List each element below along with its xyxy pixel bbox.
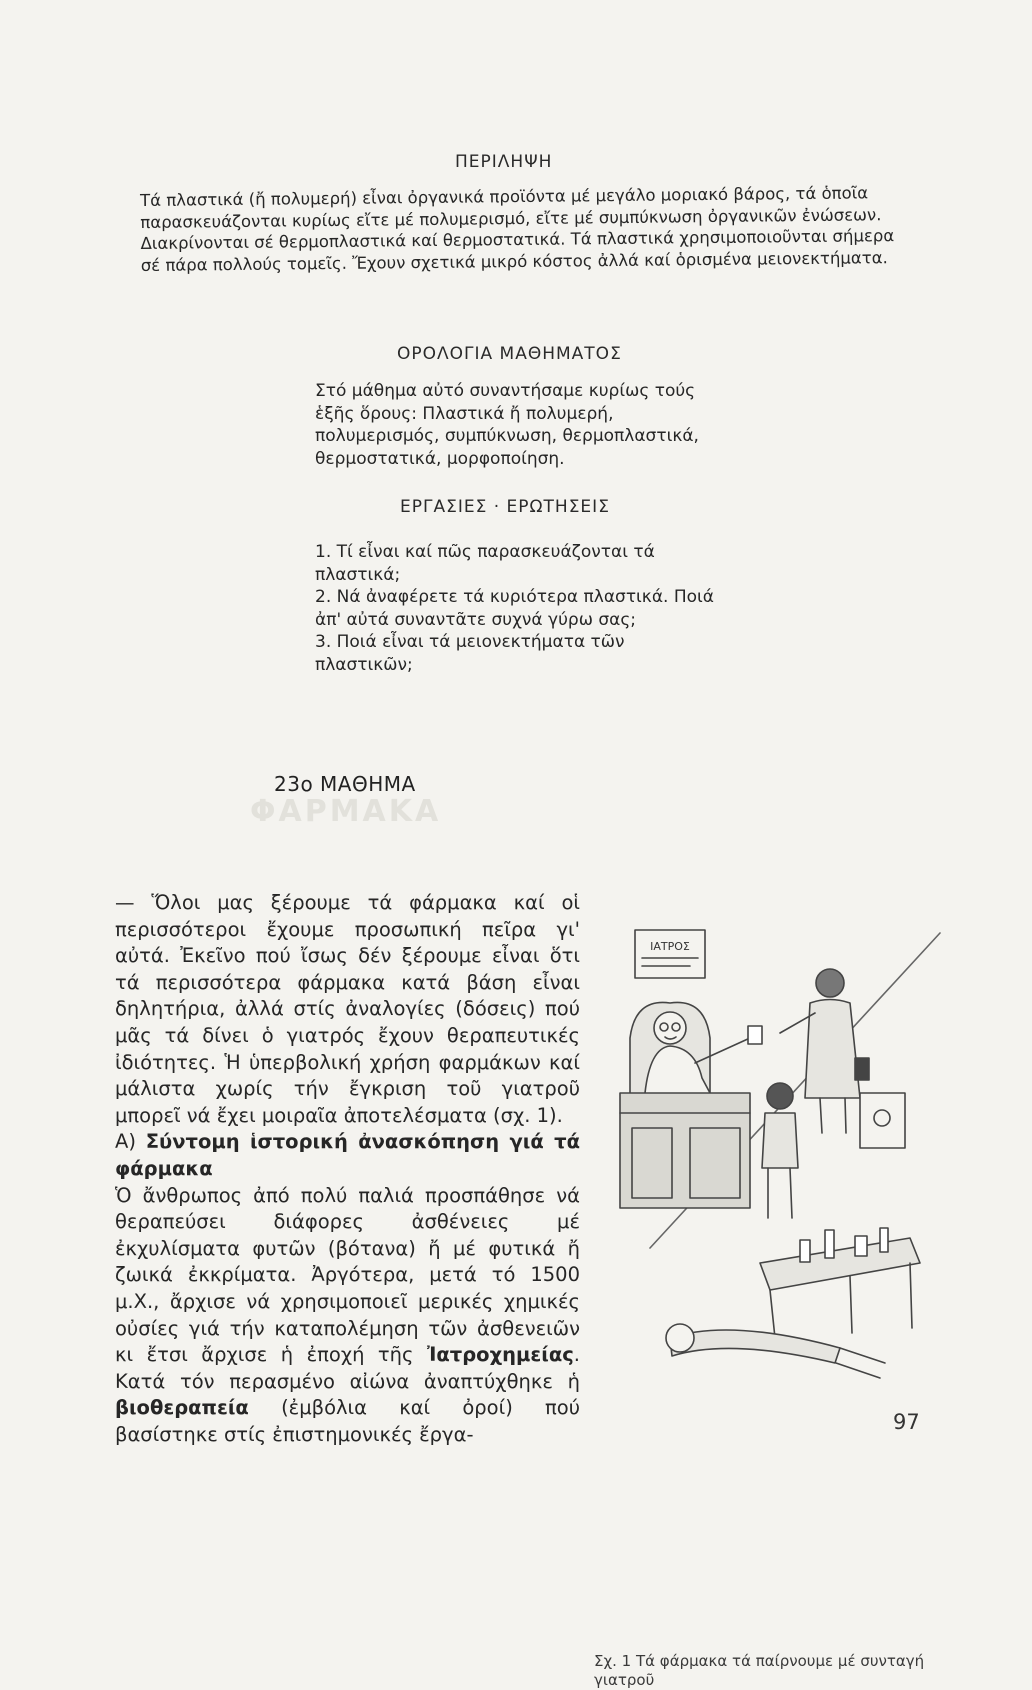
figure-caption: Σχ. 1 Τά φάρμακα τά παίρνουμε μέ συνταγή γιατροῦ	[594, 1652, 925, 1689]
exercise-item: 1. Τί εἶναι καί πῶς παρασκευάζονται τά πλαστικά;	[315, 542, 655, 585]
prescription	[748, 1026, 762, 1044]
table	[760, 1238, 920, 1290]
summary-text: Τά πλαστικά (ἤ πολυμερή) εἶναι ὀργανικά προϊόντα μέ μεγάλο μοριακό βάρος, τά ὁποῖα παρασκευάζονται κυρίως εἴτε μέ πολυμερισμό, εἴτε μέ συμπύκνωση ὀργανικῶν ἐνώσεων. Διακρίνονται σέ θερμοπλαστικά καί θερμοστατικά. Τά πλαστικά χρησιμοποιοῦνται σήμερα σέ πάρα πολλούς τομεῖς. Ἔχουν σχετικά μικρό κόστος ἀλλά καί ὁρισμένα μειονεκτήματα.	[140, 183, 895, 275]
exercises-heading: ΕΡΓΑΣΙΕΣ · ΕΡΩΤΗΣΕΙΣ	[400, 497, 610, 517]
subheading-prefix: Α)	[115, 1130, 146, 1154]
lesson-title: ΦΑΡΜΑΚΑ	[250, 794, 442, 829]
sign-board	[635, 930, 705, 978]
exercise-item: 2. Νά ἀναφέρετε τά κυριότερα πλαστικά. Ποιά ἀπ' αὐτά συναντᾶτε συχνά γύρω σας;	[315, 587, 714, 630]
history-text-1: Ὁ ἄνθρωπος ἀπό πολύ παλιά προσπάθησε νά θεραπεύσει διάφορες ἀσθένειες μέ ἐκχυλίσματα φυτῶν (βότανα) ἤ μέ φυτικά ἤ ζωικά ἐκκρίματα. Ἀργότερα, μετά τό 1500 μ.Χ., ἄρχισε νά χρησιμοποιεῖ μερικές χημικές οὐσίες γιά τήν καταπολέμηση τῶν ἀσθενειῶν κι ἔτσι ἄρχισε ἡ ἐποχή τῆς	[115, 1183, 580, 1367]
history-text-2: . Κατά τόν περασμένο αἰώνα ἀναπτύχθηκε ἡ	[115, 1343, 580, 1393]
exercise-item: 3. Ποιά εἶναι τά μειονεκτήματα τῶν πλαστικῶν;	[315, 632, 625, 675]
summary-heading: ΠΕΡΙΛΗΨΗ	[455, 152, 553, 172]
history-paragraph	[115, 1183, 580, 1449]
doctor-illustration	[610, 918, 950, 1398]
subheading-text: Σύντομη ἱστορική ἀνασκόπηση γιά τά φάρμακα	[115, 1130, 580, 1180]
lesson-body	[115, 890, 580, 1448]
desk	[620, 1093, 750, 1208]
child-body	[762, 1113, 798, 1168]
terminology-text: Στό μάθημα αὐτό συναντήσαμε κυρίως τούς ἑξῆς ὅρους: Πλαστικά ἤ πολυμερή, πολυμερισμός, συμπύκνωση, θερμοπλαστικά, θερμοστατικά, μορφοποίηση.	[315, 381, 699, 469]
medicine-cabinet	[860, 1093, 905, 1148]
lesson-number: 23ο ΜΑΘΗΜΑ	[274, 772, 416, 796]
child-head	[767, 1083, 793, 1109]
history-text-3: (ἐμβόλια καί ὀροί) πού βασίστηκε στίς ἐπιστημονικές ἔργα-	[115, 1396, 580, 1446]
terminology-heading: ΟΡΟΛΟΓΙΑ ΜΑΘΗΜΑΤΟΣ	[397, 344, 622, 364]
lesson-intro: — Ὅλοι μας ξέρουμε τά φάρμακα καί οἱ περισσότεροι ἔχουμε προσωπική πεῖρα γι' αὐτά. Ἐκεῖνο πού ἴσως δέν ξέρουμε εἶναι ὅτι τά περισσότερα φάρμακα κατά βάση εἶναι δηλητήρια, ἀλλά στίς ἀναλογίες (δόσεις) πού μᾶς τά δίνει ὁ γιατρός ἔχουν θεραπευτικές ἰδιότητες. Ἡ ὑπερβολική χρήση φαρμάκων καί μάλιστα χωρίς τήν ἔγκριση τοῦ γιατροῦ μπορεῖ νά ἔχει μοιραῖα ἀποτελέσματα (σχ. 1).	[115, 891, 580, 1127]
term-biotherapy: βιοθεραπεία	[115, 1396, 249, 1420]
sign-text: ΙΑΤΡΟΣ	[650, 940, 690, 953]
mother-head	[816, 969, 844, 997]
term-iatrochemistry: Ἰατροχημείας	[426, 1343, 574, 1367]
exercises-list	[315, 541, 715, 676]
fallen-person	[670, 1330, 840, 1363]
history-subheading	[115, 1129, 580, 1182]
bottle	[800, 1240, 810, 1262]
page-number: 97	[893, 1410, 920, 1434]
